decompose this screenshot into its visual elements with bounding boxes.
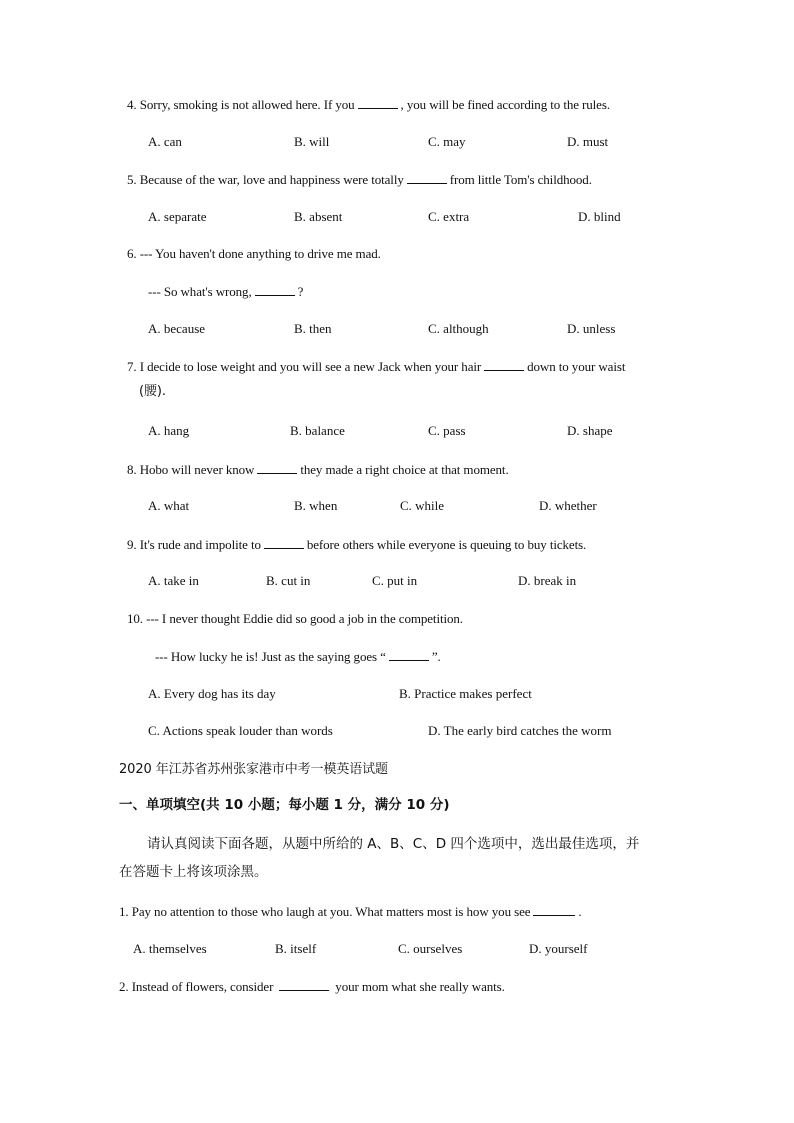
question-8-option-d: D. whether xyxy=(539,498,597,513)
stem-text: 4. Sorry, smoking is not allowed here. If you xyxy=(127,97,355,112)
question-1-option-b: B. itself xyxy=(275,941,317,956)
stem-text: they made a right choice at that moment. xyxy=(300,462,509,477)
question-4-option-b: B. will xyxy=(294,134,330,149)
question-5-option-b: B. absent xyxy=(294,209,343,224)
question-10-option-d: D. The early bird catches the worm xyxy=(428,723,612,738)
question-9-stem xyxy=(127,536,586,553)
question-8-option-b: B. when xyxy=(294,498,338,513)
question-1-stem xyxy=(119,903,582,920)
exam-title: 2020 年江苏省苏州张家港市中考一模英语试题 xyxy=(119,762,388,777)
question-7-option-c: C. pass xyxy=(428,423,466,438)
stem-text: --- How lucky he is! Just as the saying goes “ xyxy=(155,649,386,664)
stem-text: 10. --- I never thought Eddie did so good a job in the competition. xyxy=(127,611,463,626)
answer-blank xyxy=(257,461,297,474)
answer-blank xyxy=(255,283,295,296)
question-8-option-a: A. what xyxy=(148,498,190,513)
question-6-stem xyxy=(127,246,381,262)
stem-text: 9. It's rude and impolite to xyxy=(127,537,261,552)
question-10-option-b: B. Practice makes perfect xyxy=(399,686,532,701)
stem-text: --- So what's wrong, xyxy=(148,284,252,299)
stem-text: your mom what she really wants. xyxy=(335,979,505,994)
question-10-stem xyxy=(127,611,463,627)
question-9-option-a: A. take in xyxy=(148,573,199,588)
question-7-option-d: D. shape xyxy=(567,423,613,438)
instructions-line-1: 请认真阅读下面各题，从题中所给的 A、B、C、D 四个选项中，选出最佳选项，并 xyxy=(147,836,640,852)
stem-text: , you will be fined according to the rules. xyxy=(400,97,610,112)
question-1-option-a: A. themselves xyxy=(133,941,207,956)
question-10-option-a: A. Every dog has its day xyxy=(148,686,276,701)
question-5-option-c: C. extra xyxy=(428,209,470,224)
stem-text: 6. --- You haven't done anything to drive me mad. xyxy=(127,246,381,261)
stem-text: before others while everyone is queuing to buy tickets. xyxy=(306,537,587,552)
question-9-option-b: B. cut in xyxy=(266,573,311,588)
question-8-stem xyxy=(127,461,509,478)
question-9-option-d: D. break in xyxy=(518,573,577,588)
stem-text: 2. Instead of flowers, consider xyxy=(119,979,274,994)
answer-blank xyxy=(358,96,398,109)
stem-text: . xyxy=(578,904,582,919)
question-1-option-d: D. yourself xyxy=(529,941,588,956)
answer-blank xyxy=(484,358,524,371)
question-10-reply xyxy=(155,648,441,665)
section-title: 一、单项填空(共 10 小题；每小题 1 分，满分 10 分) xyxy=(119,797,450,813)
answer-blank xyxy=(264,536,304,549)
stem-text: ? xyxy=(297,284,304,299)
stem-text: 7. I decide to lose weight and you will see a new Jack when your hair xyxy=(127,359,482,374)
question-7-stem-continued: (腰). xyxy=(139,384,166,399)
question-6-reply xyxy=(148,283,303,300)
question-6-option-a: A. because xyxy=(148,321,206,336)
question-4-option-d: D. must xyxy=(567,134,609,149)
stem-text: 1. Pay no attention to those who laugh at you. What matters most is how you see xyxy=(119,904,531,919)
question-7-option-a: A. hang xyxy=(148,423,190,438)
question-2-stem xyxy=(119,978,505,995)
answer-blank xyxy=(279,978,329,991)
question-7-stem xyxy=(127,358,625,375)
question-4-stem xyxy=(127,96,610,113)
stem-text: 5. Because of the war, love and happiness were totally xyxy=(127,172,404,187)
answer-blank xyxy=(533,903,575,916)
stem-text: 8. Hobo will never know xyxy=(127,462,255,477)
question-4-option-c: C. may xyxy=(428,134,466,149)
question-1-option-c: C. ourselves xyxy=(398,941,463,956)
question-6-option-b: B. then xyxy=(294,321,332,336)
stem-text: down to your waist xyxy=(527,359,626,374)
question-5-stem xyxy=(127,171,592,188)
question-9-option-c: C. put in xyxy=(372,573,418,588)
question-8-option-c: C. while xyxy=(400,498,445,513)
stem-text: ”. xyxy=(431,649,441,664)
question-4-option-a: A. can xyxy=(148,134,182,149)
question-7-option-b: B. balance xyxy=(290,423,345,438)
question-5-option-a: A. separate xyxy=(148,209,207,224)
instructions-line-2: 在答题卡上将该项涂黑。 xyxy=(119,864,268,880)
question-6-option-c: C. although xyxy=(428,321,489,336)
answer-blank xyxy=(407,171,447,184)
question-5-option-d: D. blind xyxy=(578,209,621,224)
question-10-option-c: C. Actions speak louder than words xyxy=(148,723,333,738)
stem-text: from little Tom's childhood. xyxy=(449,172,592,187)
answer-blank xyxy=(389,648,429,661)
question-6-option-d: D. unless xyxy=(567,321,616,336)
